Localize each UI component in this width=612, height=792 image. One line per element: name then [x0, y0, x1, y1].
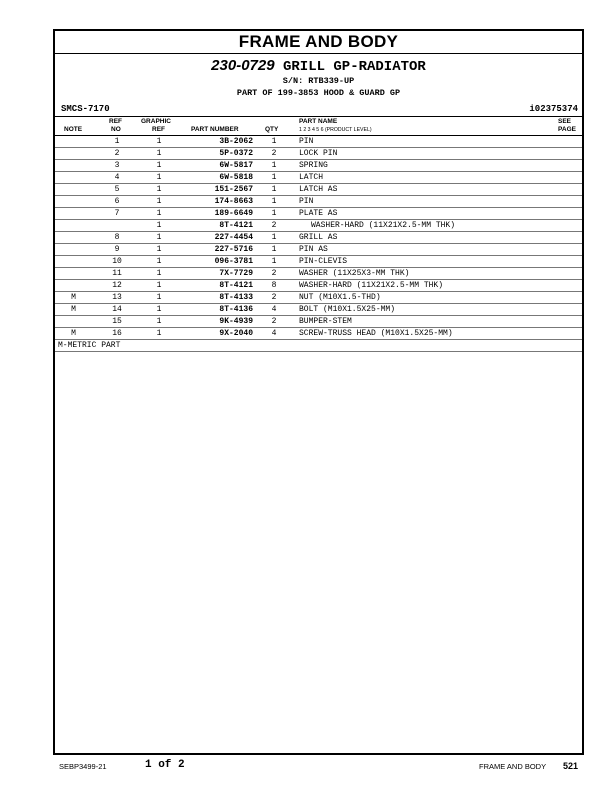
- ref-no-cell: 4: [114, 173, 120, 182]
- graphic-ref-cell: 1: [156, 245, 162, 254]
- table-row: [55, 280, 582, 292]
- table-row: [55, 220, 582, 232]
- col-part-name: PART NAME: [299, 118, 338, 125]
- footnote-text: M-METRIC PART: [58, 341, 121, 350]
- col-product-level: 1 2 3 4 5 6 (PRODUCT LEVEL): [299, 127, 372, 133]
- part-name-cell: BOLT (M10X1.5X25-MM): [299, 305, 396, 314]
- ref-no-cell: 6: [114, 197, 120, 206]
- document-id: SEBP3499-21: [59, 762, 107, 771]
- table-row: [55, 160, 582, 172]
- section-title: FRAME AND BODY: [55, 31, 582, 54]
- page-footer: [0, 759, 612, 773]
- qty-cell: 1: [271, 161, 277, 170]
- col-see-page: PAGE: [558, 126, 576, 133]
- illustration-id: i02375374: [529, 104, 578, 114]
- qty-cell: 1: [271, 257, 277, 266]
- part-number-cell: 227-4454: [214, 233, 253, 242]
- qty-cell: 2: [271, 149, 277, 158]
- page-frame: [53, 29, 584, 755]
- qty-cell: 4: [271, 329, 277, 338]
- ref-no-cell: 8: [114, 233, 120, 242]
- note-cell: M: [71, 305, 76, 314]
- part-name-cell: NUT (M10X1.5-THD): [299, 293, 381, 302]
- part-number-cell: 8T-4136: [219, 305, 253, 314]
- table-row: [55, 292, 582, 304]
- part-name-cell: GRILL AS: [299, 233, 338, 242]
- group-title-line: [55, 58, 582, 75]
- table-row: [55, 256, 582, 268]
- qty-cell: 1: [271, 185, 277, 194]
- part-name-cell: PLATE AS: [299, 209, 338, 218]
- part-number-cell: 9X-2040: [219, 329, 253, 338]
- part-name-cell: SPRING: [299, 161, 328, 170]
- part-number-cell: 6W-5818: [219, 173, 253, 182]
- ref-no-cell: 14: [112, 305, 122, 314]
- qty-cell: 1: [271, 197, 277, 206]
- graphic-ref-cell: 1: [156, 185, 162, 194]
- col-see: SEE: [557, 118, 571, 125]
- table-row: [55, 208, 582, 220]
- part-number-cell: 9K-4939: [219, 317, 253, 326]
- table-row: [55, 328, 582, 340]
- part-name-cell: PIN AS: [299, 245, 328, 254]
- table-row: [55, 196, 582, 208]
- part-number-cell: 189-6649: [214, 209, 253, 218]
- table-row: [55, 304, 582, 316]
- col-qty: QTY: [265, 126, 279, 133]
- col-ref: REF: [109, 118, 122, 125]
- part-of: PART OF 199-3853 HOOD & GUARD GP: [236, 88, 401, 98]
- part-number-cell: 8T-4121: [219, 221, 253, 230]
- part-name-cell: PIN: [299, 197, 314, 206]
- part-number-cell: 174-8663: [214, 197, 253, 206]
- ref-no-cell: 7: [114, 209, 120, 218]
- ref-no-cell: 15: [112, 317, 122, 326]
- graphic-ref-cell: 1: [156, 257, 162, 266]
- group-header: [55, 58, 582, 99]
- qty-cell: 4: [271, 305, 277, 314]
- table-row: [55, 244, 582, 256]
- group-title: GRILL GP-RADIATOR: [282, 59, 426, 75]
- ref-no-cell: 9: [114, 245, 120, 254]
- graphic-ref-cell: 1: [156, 137, 162, 146]
- col-graphic-ref: REF: [152, 126, 165, 133]
- graphic-ref-cell: 1: [156, 305, 162, 314]
- ref-no-cell: 11: [112, 269, 122, 278]
- graphic-ref-cell: 1: [156, 173, 162, 182]
- part-name-cell: PIN: [299, 137, 314, 146]
- ref-no-cell: 3: [114, 161, 120, 170]
- qty-cell: 1: [271, 209, 277, 218]
- graphic-ref-cell: 1: [156, 149, 162, 158]
- part-number-cell: 096-3781: [214, 257, 253, 266]
- page-count: 1 of 2: [145, 759, 185, 771]
- qty-cell: 8: [271, 281, 277, 290]
- table-row: [55, 148, 582, 160]
- part-number-cell: 151-2567: [214, 185, 253, 194]
- table-row: [55, 316, 582, 328]
- group-part-number: 230-0729: [211, 57, 275, 74]
- part-name-cell: BUMPER-STEM: [299, 317, 352, 326]
- part-number-cell: 8T-4133: [219, 293, 253, 302]
- col-part-number: PART NUMBER: [191, 126, 239, 133]
- qty-cell: 1: [271, 233, 277, 242]
- part-number-cell: 7X-7729: [219, 269, 253, 278]
- part-name-cell: PIN-CLEVIS: [299, 257, 348, 266]
- ref-no-cell: 12: [112, 281, 122, 290]
- table-row: [55, 136, 582, 148]
- page-number: 521: [563, 761, 579, 771]
- footer-section: FRAME AND BODY: [479, 762, 547, 771]
- part-name-cell: WASHER-HARD (11X21X2.5-MM THK): [311, 221, 456, 230]
- qty-cell: 2: [271, 269, 277, 278]
- table-header: [55, 116, 582, 136]
- graphic-ref-cell: 1: [156, 293, 162, 302]
- note-cell: M: [71, 293, 76, 302]
- part-number-cell: 227-5716: [214, 245, 253, 254]
- graphic-ref-cell: 1: [156, 281, 162, 290]
- ref-no-cell: 16: [112, 329, 122, 338]
- part-name-cell: WASHER-HARD (11X21X2.5-MM THK): [299, 281, 444, 290]
- table-row: [55, 232, 582, 244]
- table-row: [55, 184, 582, 196]
- col-note: NOTE: [64, 126, 83, 133]
- note-cell: M: [71, 329, 76, 338]
- part-name-cell: WASHER (11X25X3-MM THK): [299, 269, 410, 278]
- col-ref-no: NO: [111, 126, 121, 133]
- table-row: [55, 268, 582, 280]
- graphic-ref-cell: 1: [156, 233, 162, 242]
- ref-no-cell: 2: [114, 149, 120, 158]
- part-name-cell: LATCH: [299, 173, 324, 182]
- graphic-ref-cell: 1: [156, 221, 162, 230]
- part-number-cell: 6W-5817: [219, 161, 253, 170]
- ref-no-cell: 13: [112, 293, 122, 302]
- col-graphic: GRAPHIC: [141, 118, 171, 125]
- serial-number: S/N: RTB339-UP: [282, 76, 355, 86]
- ref-no-cell: 5: [114, 185, 120, 194]
- qty-cell: 1: [271, 137, 277, 146]
- ref-no-cell: 10: [112, 257, 122, 266]
- metric-footnote: [55, 340, 582, 352]
- graphic-ref-cell: 1: [156, 269, 162, 278]
- graphic-ref-cell: 1: [156, 161, 162, 170]
- graphic-ref-cell: 1: [156, 209, 162, 218]
- part-name-cell: LOCK PIN: [299, 149, 338, 158]
- part-name-cell: LATCH AS: [299, 185, 338, 194]
- graphic-ref-cell: 1: [156, 317, 162, 326]
- qty-cell: 1: [271, 245, 277, 254]
- smcs-code: SMCS-7170: [61, 104, 110, 114]
- part-name-cell: SCREW-TRUSS HEAD (M10X1.5X25-MM): [299, 329, 453, 338]
- part-number-cell: 5P-0372: [219, 149, 253, 158]
- qty-cell: 2: [271, 293, 277, 302]
- part-number-cell: 3B-2062: [219, 137, 253, 146]
- ref-no-cell: 1: [114, 137, 120, 146]
- graphic-ref-cell: 1: [156, 197, 162, 206]
- qty-cell: 1: [271, 173, 277, 182]
- graphic-ref-cell: 1: [156, 329, 162, 338]
- qty-cell: 2: [271, 317, 277, 326]
- part-number-cell: 8T-4121: [219, 281, 253, 290]
- qty-cell: 2: [271, 221, 277, 230]
- smcs-row: [55, 102, 582, 116]
- table-row: [55, 172, 582, 184]
- parts-list: [55, 136, 582, 340]
